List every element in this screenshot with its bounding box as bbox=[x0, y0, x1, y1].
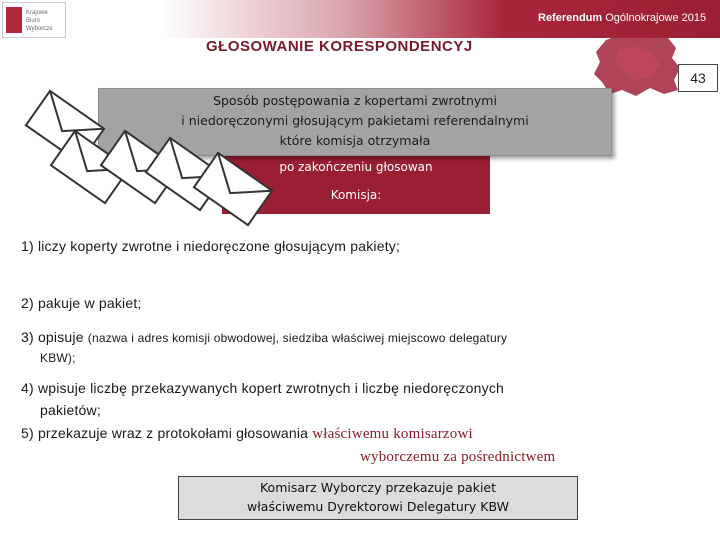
callout-line-3: które komisja otrzymała bbox=[279, 133, 431, 148]
procedure-box-line-2: Komisja: bbox=[330, 188, 382, 202]
referendum-title-bold: Referendum bbox=[538, 12, 603, 24]
logo-text-line-1: Krajowe bbox=[26, 10, 48, 16]
callout-line-2: i niedoręczonymi głosującym pakietami referendalnymi bbox=[181, 113, 529, 128]
slide-title: GŁOSOWANIE KORESPONDENCYJ bbox=[206, 38, 473, 55]
procedure-box-line-1: po zakończeniu głosowan bbox=[279, 160, 433, 174]
step-5-main: 5) przekazuje wraz z protokołami głosowania bbox=[21, 425, 313, 441]
step-3 bbox=[21, 329, 507, 345]
step-2: 2) pakuje w pakiet; bbox=[21, 295, 142, 311]
referendum-title-rest: Ogólnokrajowe 2015 bbox=[602, 12, 707, 24]
logo-text-line-2: Biuro bbox=[26, 18, 41, 24]
step-4: 4) wpisuje liczbę przekazywanych kopert zwrotnych i liczbę niedoręczonych bbox=[21, 380, 505, 396]
step-1: 1) liczy koperty zwrotne i niedoręczone głosującym pakiety; bbox=[21, 238, 401, 254]
step-5-accent-continued: wyborczemu za pośrednictwem bbox=[360, 449, 556, 465]
step-5 bbox=[21, 425, 473, 443]
step-5-accent: właściwemu komisarzowi bbox=[312, 426, 473, 442]
step-3-note: (nazwa i adres komisji obwodowej, siedziba właściwej miejscowo delegatury bbox=[87, 331, 508, 345]
step-3-main: 3) opisuje bbox=[21, 329, 88, 345]
referendum-title bbox=[538, 12, 706, 24]
slide-number: 43 bbox=[678, 64, 718, 92]
step-3-note-cont: KBW); bbox=[40, 351, 76, 365]
kbw-logo-icon bbox=[6, 7, 22, 33]
summary-line-2: właściwemu Dyrektorowi Delegatury KBW bbox=[247, 499, 509, 514]
step-4-continued: pakietów; bbox=[40, 402, 101, 418]
callout-line-1: Sposób postępowania z kopertami zwrotnymi bbox=[213, 93, 497, 108]
envelope-icon bbox=[188, 150, 278, 228]
logo-text-line-3: Wyborcze bbox=[26, 26, 53, 32]
kbw-logo bbox=[2, 2, 66, 38]
summary-line-1: Komisarz Wyborczy przekazuje pakiet bbox=[259, 480, 497, 495]
summary-box bbox=[178, 476, 578, 520]
step-3-continued bbox=[40, 349, 76, 365]
